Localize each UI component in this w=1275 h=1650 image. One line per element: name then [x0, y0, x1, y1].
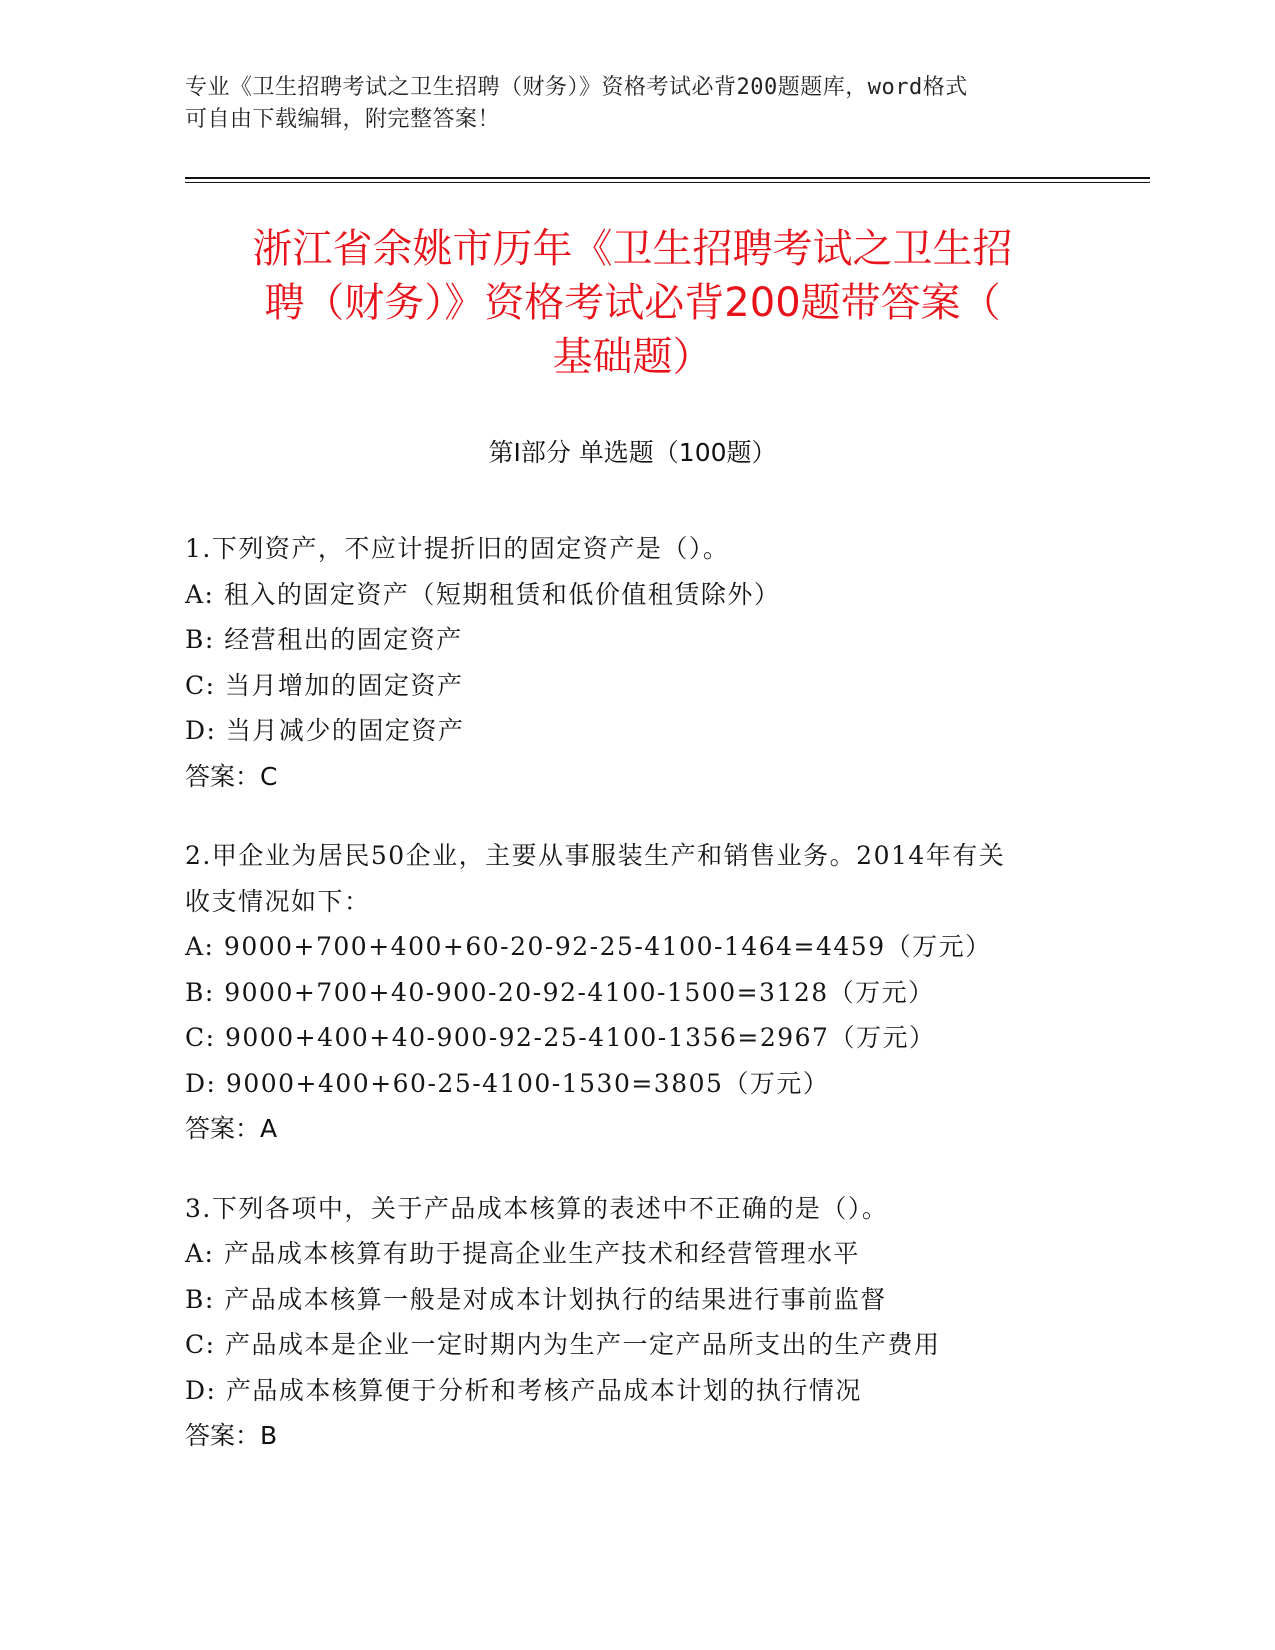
option-c: C: 9000+400+40-900-92-25-4100-1356=2967（万元） — [185, 1023, 936, 1052]
header-note-line: 专业《卫生招聘考试之卫生招聘（财务）》资格考试必背200题题库，word格式 — [185, 75, 968, 100]
option-a: A: 产品成本核算有助于提高企业生产技术和经营管理水平 — [185, 1239, 860, 1268]
header-note-line: 可自由下载编辑，附完整答案！ — [185, 107, 501, 132]
option-c: C: 产品成本是企业一定时期内为生产一定产品所支出的生产费用 — [185, 1330, 941, 1359]
option-a: A: 租入的固定资产（短期租赁和低价值租赁除外） — [185, 579, 781, 609]
answer-label: 答案：B — [185, 1421, 278, 1450]
section-heading: 第I部分 单选题（100题） — [488, 438, 777, 467]
option-d: D: 当月减少的固定资产 — [185, 716, 465, 745]
question-stem: 3.下列各项中，关于产品成本核算的表述中不正确的是（）。 — [185, 1193, 889, 1223]
header-note — [185, 72, 1065, 136]
question-item — [185, 1186, 1085, 1459]
answer-label: 答案：C — [185, 761, 278, 791]
question-stem: 2.甲企业为居民50企业，主要从事服装生产和销售业务。2014年有关 — [185, 841, 1006, 870]
option-b: B: 产品成本核算一般是对成本计划执行的结果进行事前监督 — [185, 1284, 887, 1314]
option-d: D: 9000+400+60-25-4100-1530=3805（万元） — [185, 1068, 830, 1098]
header-divider-thin — [185, 182, 1150, 183]
question-list — [185, 526, 1085, 1493]
document-title-line: 浙江省余姚市历年《卫生招聘考试之卫生招 — [252, 226, 1013, 272]
header-divider-thick — [185, 177, 1150, 179]
document-title-line: 基础题） — [552, 334, 713, 380]
option-d: D: 产品成本核算便于分析和考核产品成本计划的执行情况 — [185, 1375, 862, 1405]
option-a: A: 9000+700+400+60-20-92-25-4100-1464=4459（万元） — [185, 932, 992, 961]
question-stem: 1.下列资产，不应计提折旧的固定资产是（）。 — [185, 534, 730, 563]
document-title — [185, 222, 1080, 384]
option-b: B: 经营租出的固定资产 — [185, 625, 463, 654]
answer-label: 答案：A — [185, 1114, 278, 1143]
option-b: B: 9000+700+40-900-20-92-4100-1500=3128（万元） — [185, 977, 935, 1007]
document-title-line: 聘（财务）》资格考试必背200题带答案（ — [264, 280, 1001, 326]
option-c: C: 当月增加的固定资产 — [185, 670, 464, 700]
question-stem-continued: 收支情况如下： — [185, 886, 371, 916]
question-item — [185, 526, 1085, 799]
question-item — [185, 833, 1085, 1152]
